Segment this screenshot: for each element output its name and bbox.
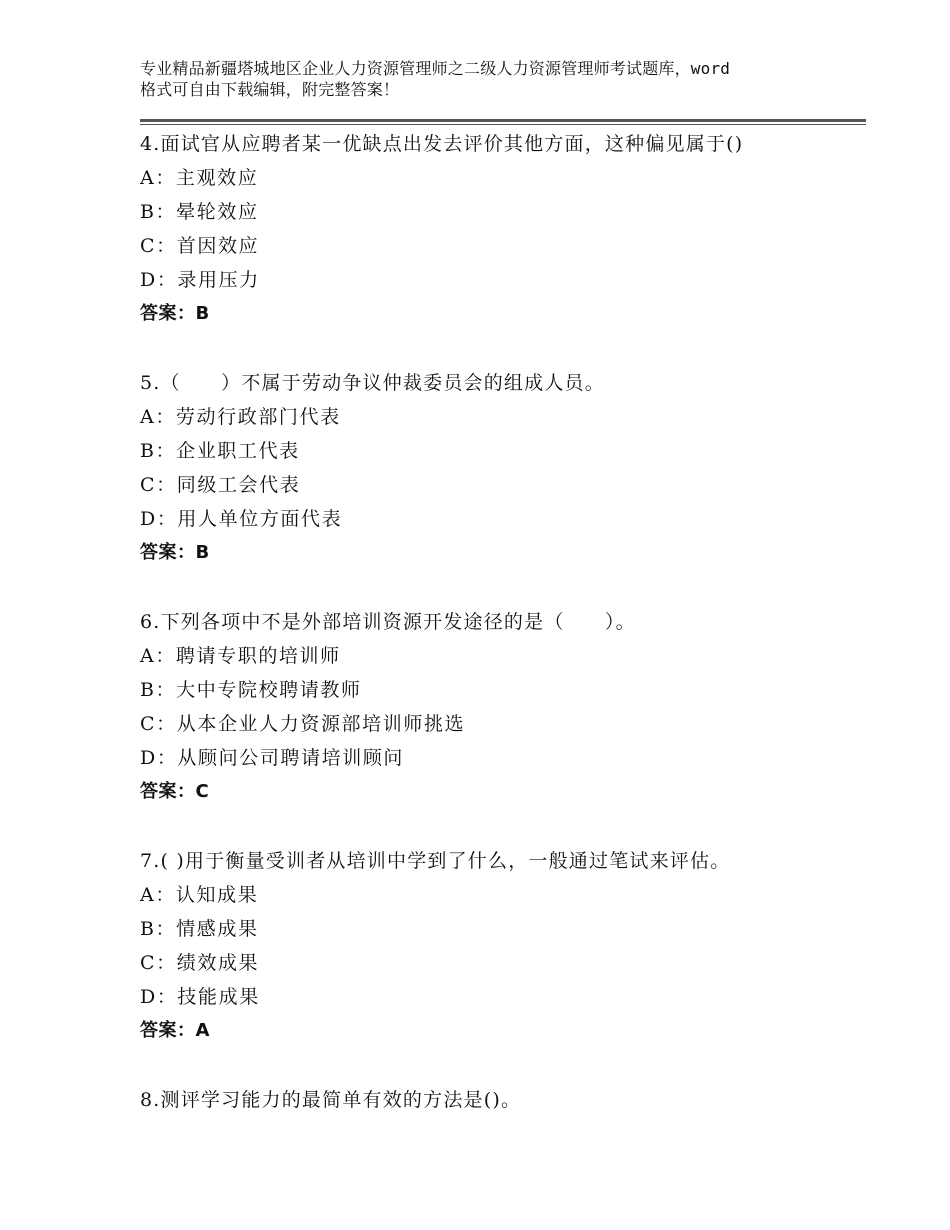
header-line-2: 格式可自由下载编辑，附完整答案！: [140, 80, 400, 99]
answer-label: 答案：B: [140, 303, 210, 324]
option-d: D：技能成果: [140, 986, 260, 1008]
question-stem: 6.下列各项中不是外部培训资源开发途径的是（ ）。: [140, 611, 636, 633]
header-line-1: 专业精品新疆塔城地区企业人力资源管理师之二级人力资源管理师考试题库，word: [140, 59, 731, 78]
question-6: [140, 605, 860, 809]
answer-label: 答案：C: [140, 781, 210, 802]
option-c: C：同级工会代表: [140, 474, 301, 496]
option-a: A：主观效应: [140, 167, 259, 189]
option-b: B：大中专院校聘请教师: [140, 679, 362, 701]
answer-label: 答案：A: [140, 1020, 210, 1041]
option-c: C：首因效应: [140, 235, 260, 257]
option-d: D：录用压力: [140, 269, 260, 291]
option-a: A：劳动行政部门代表: [140, 406, 341, 428]
question-stem: 7.( )用于衡量受训者从培训中学到了什么，一般通过笔试来评估。: [140, 850, 731, 872]
answer-label: 答案：B: [140, 542, 210, 563]
header-divider-thick: [140, 119, 866, 122]
question-8: [140, 1083, 860, 1117]
header-divider-thin: [140, 124, 866, 125]
option-d: D：用人单位方面代表: [140, 508, 343, 530]
option-b: B：企业职工代表: [140, 440, 300, 462]
option-d: D：从顾问公司聘请培训顾问: [140, 747, 405, 769]
question-stem: 8.测评学习能力的最简单有效的方法是()。: [140, 1089, 522, 1111]
option-b: B：情感成果: [140, 918, 259, 940]
option-a: A：认知成果: [140, 884, 259, 906]
option-c: C：绩效成果: [140, 952, 260, 974]
question-7: [140, 844, 860, 1048]
option-a: A：聘请专职的培训师: [140, 645, 341, 667]
option-b: B：晕轮效应: [140, 201, 259, 223]
question-5: [140, 366, 860, 570]
question-stem: 5.（ ）不属于劳动争议仲裁委员会的组成人员。: [140, 372, 605, 394]
document-header: [140, 58, 820, 100]
question-stem: 4.面试官从应聘者某一优缺点出发去评价其他方面，这种偏见属于(): [140, 133, 744, 155]
question-4: [140, 127, 860, 331]
option-c: C：从本企业人力资源部培训师挑选: [140, 713, 466, 735]
